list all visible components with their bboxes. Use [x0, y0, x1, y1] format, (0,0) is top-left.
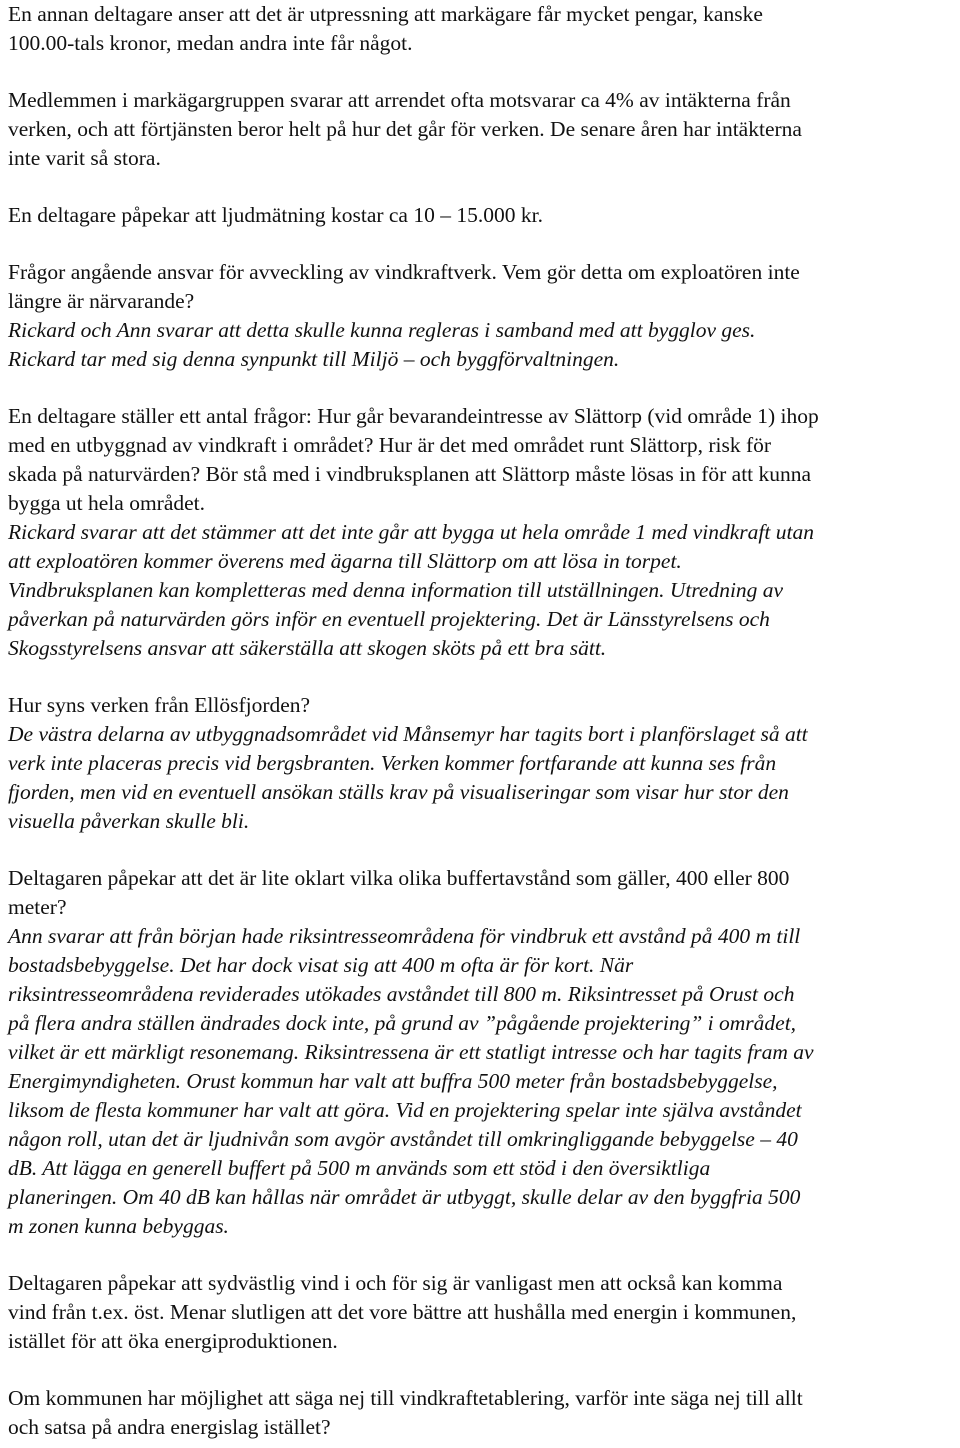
answer-paragraph: [8, 922, 958, 1241]
text-line: med en utbyggnad av vindkraft i området? Hur är det med området runt Slättorp, risk för: [8, 433, 772, 457]
paragraph: [8, 1269, 958, 1356]
text-line: bygga ut hela området.: [8, 491, 206, 515]
text-line: påverkan på naturvärden görs inför en eventuell projektering. Det är Länsstyrelsens och: [8, 607, 770, 631]
paragraph: [8, 0, 958, 58]
text-line: De västra delarna av utbyggnadsområdet vid Månsemyr har tagits bort i planförslaget så att: [8, 722, 808, 746]
text-line: på flera andra ställen ändrades dock inte, på grund av ”pågående projektering” i området,: [8, 1011, 797, 1035]
text-line: visuella påverkan skulle bli.: [8, 809, 250, 833]
question-paragraph: [8, 691, 958, 720]
text-line: dB. Att lägga en generell buffert på 500 m används som ett stöd i den översiktliga: [8, 1156, 711, 1180]
answer-paragraph: [8, 316, 958, 374]
answer-paragraph: [8, 518, 958, 663]
text-line: vind från t.ex. öst. Menar slutligen att det vore bättre att hushålla med energin i kommunen,: [8, 1300, 797, 1324]
text-line: skada på naturvärden? Bör stå med i vindbruksplanen att Slättorp måste lösas in för att kunna: [8, 462, 812, 486]
text-line: Medlemmen i markägargruppen svarar att arrendet ofta motsvarar ca 4% av intäkterna från: [8, 88, 791, 112]
text-line: Frågor angående ansvar för avveckling av vindkraftverk. Vem gör detta om exploatören inte: [8, 260, 800, 284]
paragraph: [8, 1384, 958, 1442]
question-paragraph: [8, 258, 958, 316]
text-line: Om kommunen har möjlighet att säga nej till vindkraftetablering, varför inte säga nej till allt: [8, 1386, 803, 1410]
text-line: 100.00-tals kronor, medan andra inte får något.: [8, 31, 413, 55]
paragraph: [8, 201, 958, 230]
text-line: En deltagare påpekar att ljudmätning kostar ca 10 – 15.000 kr.: [8, 203, 543, 227]
text-line: inte varit så stora.: [8, 146, 161, 170]
text-line: någon roll, utan det är ljudnivån som avgör avståndet till omkringliggande bebyggelse – 40: [8, 1127, 798, 1151]
text-line: meter?: [8, 895, 67, 919]
text-line: riksintresseområdena reviderades utökades avståndet till 800 m. Riksintresset på Orust och: [8, 982, 795, 1006]
text-line: och satsa på andra energislag istället?: [8, 1415, 331, 1439]
text-line: vilket är ett märkligt resonemang. Riksintressena är ett statligt intresse och har tagits fram av: [8, 1040, 814, 1064]
answer-paragraph: [8, 720, 958, 836]
text-line: Rickard tar med sig denna synpunkt till Miljö – och byggförvaltningen.: [8, 347, 620, 371]
text-line: Ann svarar att från början hade riksintresseområdena för vindbruk ett avstånd på 400 m till: [8, 924, 801, 948]
text-line: En deltagare ställer ett antal frågor: Hur går bevarandeintresse av Slättorp (vid område 1) ihop: [8, 404, 819, 428]
text-line: Hur syns verken från Ellösfjorden?: [8, 693, 311, 717]
text-line: bostadsbebyggelse. Det har dock visat sig att 400 m ofta är för kort. När: [8, 953, 634, 977]
text-line: liksom de flesta kommuner har valt att göra. Vid en projektering spelar inte själva avståndet: [8, 1098, 802, 1122]
text-line: Rickard och Ann svarar att detta skulle kunna regleras i samband med att bygglov ges.: [8, 318, 756, 342]
text-line: verk inte placeras precis vid bergsbranten. Verken kommer fortfarande att kunna ses från: [8, 751, 777, 775]
text-line: fjorden, men vid en eventuell ansökan ställs krav på visualiseringar som visar hur stor den: [8, 780, 789, 804]
text-line: Vindbruksplanen kan kompletteras med denna information till utställningen. Utredning av: [8, 578, 784, 602]
question-paragraph: [8, 402, 958, 518]
text-line: Deltagaren påpekar att det är lite oklart vilka olika buffertavstånd som gäller, 400 eller 800: [8, 866, 790, 890]
text-line: Rickard svarar att det stämmer att det inte går att bygga ut hela område 1 med vindkraft utan: [8, 520, 814, 544]
text-line: att exploatören kommer överens med ägarna till Slättorp om att lösa in torpet.: [8, 549, 682, 573]
text-line: längre är närvarande?: [8, 289, 195, 313]
paragraph: [8, 86, 958, 173]
text-line: Energimyndigheten. Orust kommun har valt att buffra 500 meter från bostadsbebyggelse,: [8, 1069, 778, 1093]
text-line: Deltagaren påpekar att sydvästlig vind i och för sig är vanligast men att också kan komma: [8, 1271, 783, 1295]
document-page: [8, 0, 958, 1442]
text-line: En annan deltagare anser att det är utpressning att markägare får mycket pengar, kanske: [8, 2, 763, 26]
text-line: Skogsstyrelsens ansvar att säkerställa att skogen sköts på ett bra sätt.: [8, 636, 607, 660]
question-paragraph: [8, 864, 958, 922]
text-line: planeringen. Om 40 dB kan hållas när området är utbyggt, skulle delar av den byggfria 500: [8, 1185, 801, 1209]
text-line: verken, och att förtjänsten beror helt på hur det går för verken. De senare åren har intäkterna: [8, 117, 802, 141]
text-line: istället för att öka energiproduktionen.: [8, 1329, 338, 1353]
text-line: m zonen kunna bebyggas.: [8, 1214, 229, 1238]
